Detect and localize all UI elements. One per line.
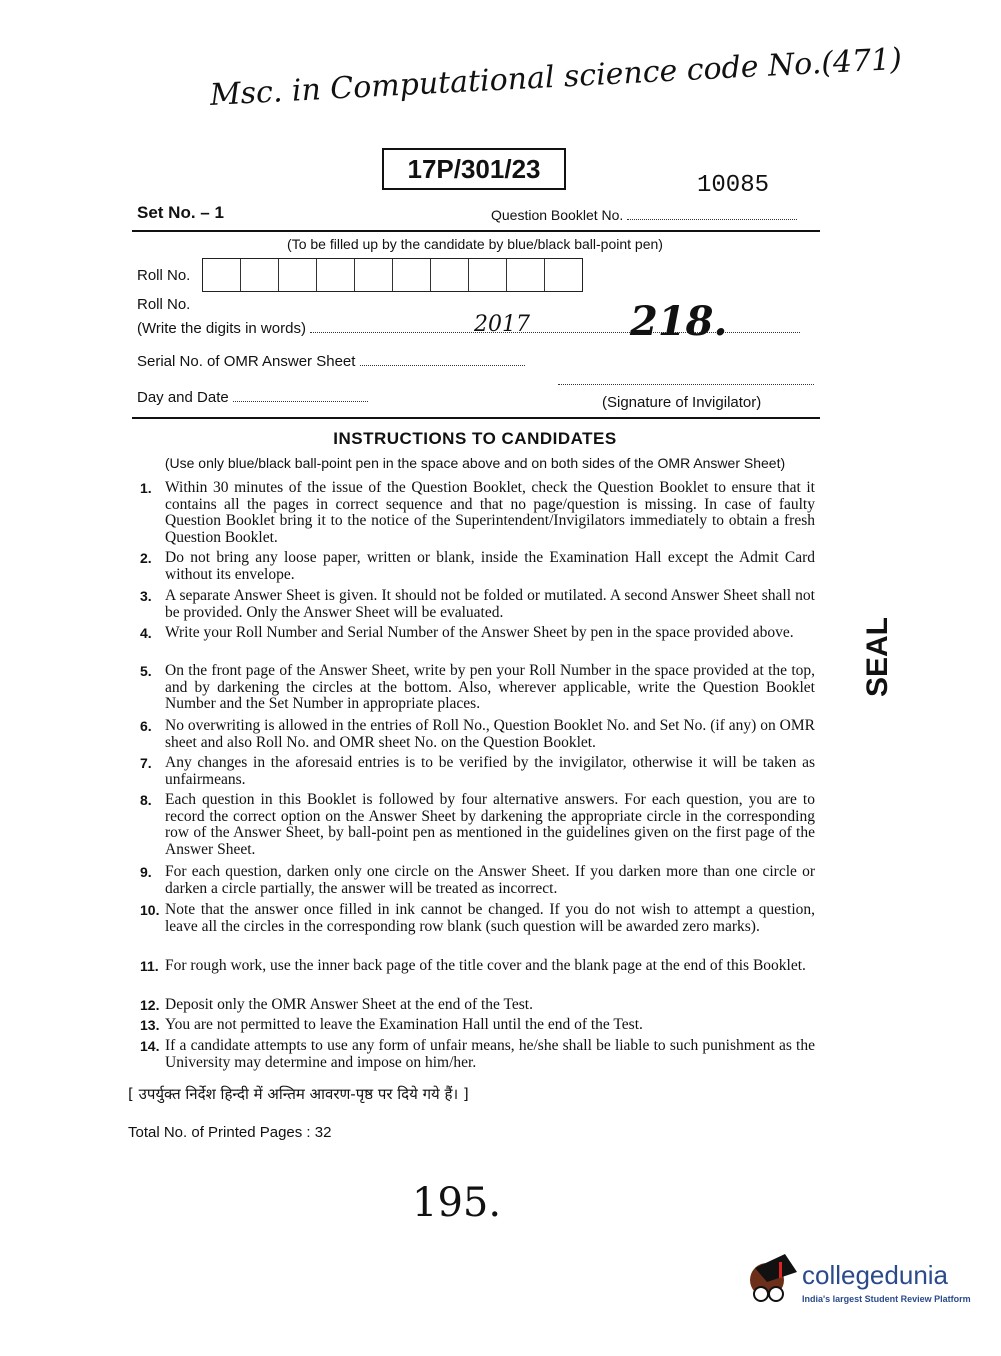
omr-serial: [137, 353, 525, 370]
item-number: 7.: [140, 755, 152, 771]
question-booklet-no: [491, 207, 797, 223]
item-number: 5.: [140, 663, 152, 679]
item-text: A separate Answer Sheet is given. It should not be folded or mutilated. A second Answer Sheet shall not be provided. Only the Answer Sheet will be evaluated.: [165, 587, 815, 621]
label: Day and Date: [137, 389, 229, 406]
item-text: Any changes in the aforesaid entries is to be verified by the invigilator, otherwise it will be taken as unfairmeans.: [165, 754, 815, 788]
item-number: 3.: [140, 588, 152, 604]
label: (Write the digits in words): [137, 320, 306, 337]
item-number: 13.: [140, 1017, 160, 1033]
handwritten-218: 218.: [630, 298, 728, 345]
roll-words-label-1: Roll No.: [137, 296, 191, 313]
collegedunia-logo: [745, 1252, 971, 1312]
item-text: Each question in this Booklet is followed by four alternative answers. For each question, you are to record the correct option on the Answer Sheet by darkening the appropriate circle in the corresponding row of the Answer Sheet, by ball-point pen as mentioned in the guidelines given on the first page of the Answer Sheet.: [165, 791, 815, 858]
roll-no-label: Roll No.: [137, 267, 191, 284]
seal-label: SEAL: [861, 616, 895, 698]
instruction-item: [140, 588, 815, 621]
item-text: Deposit only the OMR Answer Sheet at the end of the Test.: [165, 996, 533, 1013]
item-number: 4.: [140, 625, 152, 641]
instruction-item: [140, 480, 815, 546]
item-number: 9.: [140, 864, 152, 880]
instruction-item: [140, 663, 815, 713]
instruction-item: [140, 997, 815, 1014]
instructions-subheading: (Use only blue/black ball-point pen in the space above and on both sides of the OMR Answer Sheet): [164, 455, 786, 471]
item-text: For rough work, use the inner back page of the title cover and the blank page at the end of this Booklet.: [165, 957, 806, 974]
instruction-item: [140, 755, 815, 788]
label: Question Booklet No.: [491, 207, 624, 223]
instruction-item: [140, 1017, 815, 1034]
booklet-code: 17P/301/23: [382, 148, 566, 190]
item-text: If a candidate attempts to use any form of unfair means, he/she shall be liable to such punishment as the University may determine and impose on him/her.: [165, 1037, 815, 1071]
signature-line: [558, 372, 814, 385]
item-number: 14.: [140, 1038, 160, 1054]
booklet-number: 10085: [697, 172, 770, 199]
divider: [132, 417, 820, 419]
item-text: Note that the answer once filled in ink cannot be changed. If you do not wish to attempt a question, leave all the circles in the corresponding row blank (such question will be awarded zero marks).: [165, 901, 815, 935]
instruction-item: [140, 864, 815, 897]
handwritten-title: Msc. in Computational science code No.(471): [209, 41, 903, 113]
item-text: Write your Roll Number and Serial Number of the Answer Sheet by pen in the space provided above.: [165, 624, 794, 641]
signature-label: (Signature of Invigilator): [602, 394, 762, 411]
item-number: 12.: [140, 997, 160, 1013]
instruction-item: [140, 625, 815, 642]
item-number: 10.: [140, 902, 160, 918]
item-text: You are not permitted to leave the Examination Hall until the end of the Test.: [165, 1016, 643, 1033]
item-text: Within 30 minutes of the issue of the Question Booklet, check the Question Booklet to ensure that it contains all the pages in correct sequence and that no page/question is missing. In case of faulty Question Booklet bring it to the notice of the Superintendent/Invigilators immediately to obtain a fresh Question Booklet.: [165, 479, 815, 546]
logo-name: collegedunia: [802, 1260, 949, 1290]
handwritten-195: 195.: [412, 1180, 502, 1226]
item-number: 2.: [140, 550, 152, 566]
item-number: 11.: [140, 958, 159, 974]
item-text: On the front page of the Answer Sheet, write by pen your Roll Number in the space provided at the top, and by darkening the circles at the bottom. Also, wherever applicable, write the Question Booklet Number and the Set Number in appropriate places.: [165, 662, 815, 712]
instruction-item: [140, 902, 815, 935]
divider: [132, 230, 820, 232]
hindi-note: [ उपर्युक्त निर्देश हिन्दी में अन्तिम आवरण-पृष्ठ पर दिये गये हैं। ]: [128, 1085, 469, 1103]
instruction-item: [140, 718, 815, 751]
instruction-item: [140, 792, 815, 858]
roll-no-boxes[interactable]: [202, 258, 583, 292]
item-text: For each question, darken only one circle on the Answer Sheet. If you darken more than one circle or darken a circle partially, the answer will be treated as incorrect.: [165, 863, 815, 897]
total-pages: Total No. of Printed Pages : 32: [128, 1124, 332, 1141]
day-date: [137, 389, 368, 406]
blank-line: [627, 207, 797, 220]
handwritten-year: 2017: [474, 312, 530, 337]
blank-line: [360, 353, 525, 366]
instruction-item: [140, 550, 815, 583]
instruction-item: [140, 1038, 815, 1071]
instruction-item: [140, 958, 815, 975]
logo-tagline: India's largest Student Review Platform: [802, 1294, 971, 1304]
label: Serial No. of OMR Answer Sheet: [137, 353, 356, 370]
item-number: 1.: [140, 480, 152, 496]
item-number: 6.: [140, 718, 152, 734]
fill-note: (To be filled up by the candidate by blue/black ball-point pen): [287, 236, 663, 252]
set-number: Set No. – 1: [137, 203, 224, 222]
item-number: 8.: [140, 792, 152, 808]
item-text: Do not bring any loose paper, written or blank, inside the Examination Hall except the Admit Card without its envelope.: [165, 549, 815, 583]
item-text: No overwriting is allowed in the entries of Roll No., Question Booklet No. and Set No. (if any) on OMR sheet and also Roll No. and OMR sheet No. on the Question Booklet.: [165, 717, 815, 751]
logo-mascot-icon: [745, 1252, 800, 1307]
blank-line: [233, 389, 368, 402]
instructions-heading: INSTRUCTIONS TO CANDIDATES: [333, 429, 617, 448]
